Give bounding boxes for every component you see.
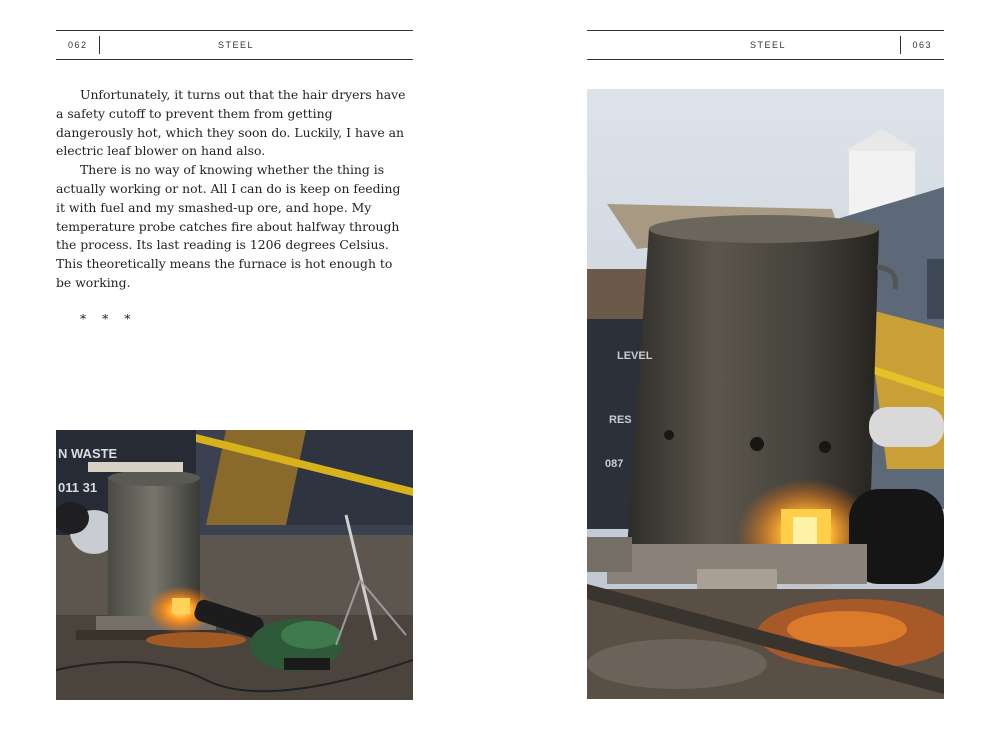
photo-furnace-closeup-image — [587, 89, 944, 699]
running-head-title: STEEL — [750, 40, 787, 50]
photo-furnace-with-leaf-blower-image — [56, 430, 413, 700]
photo-sign-text: N WASTE 011 31 — [58, 446, 118, 495]
photo-furnace-closeup — [587, 89, 944, 699]
section-break: * * * — [80, 311, 137, 326]
paragraph: Unfortunately, it turns out that the hair dryers have a safety cutoff to prevent them from getting dangerously hot, which they soon do. Luckily, I have an electric leaf blower on hand also. — [56, 87, 406, 159]
running-header — [56, 30, 413, 60]
photo-furnace-with-leaf-blower — [56, 430, 413, 700]
page-number: 063 — [912, 40, 932, 50]
header-divider — [99, 36, 100, 54]
right-page — [500, 0, 1000, 750]
running-header — [587, 30, 944, 60]
running-head-title: STEEL — [218, 40, 255, 50]
body-text — [56, 86, 408, 293]
header-divider — [900, 36, 901, 54]
paragraph: There is no way of knowing whether the thing is actually working or not. All I can do is keep on feeding it with fuel and my smashed-up ore, and hope. My temperature probe catches fire about halfway through the process. Its last reading is 1206 degrees Celsius. This theoretically means the furnace is hot enough to be working. — [56, 162, 401, 290]
photo-sign-text: LEVEL RES 087 — [605, 350, 653, 470]
page-number: 062 — [68, 40, 88, 50]
